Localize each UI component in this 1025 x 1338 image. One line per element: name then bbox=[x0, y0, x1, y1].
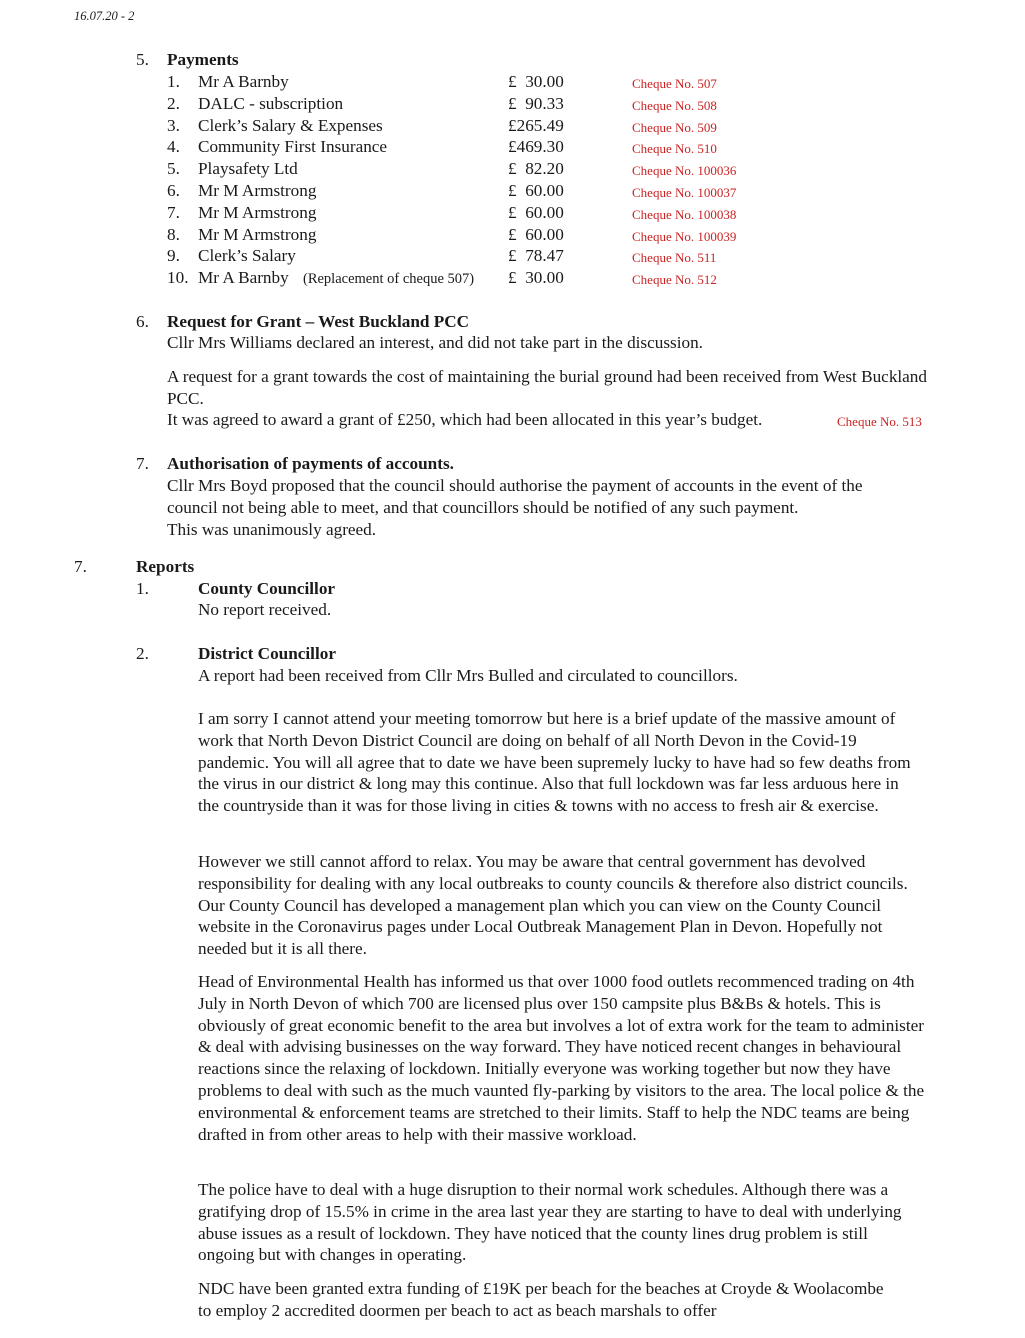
payment-payee: Mr M Armstrong bbox=[198, 181, 317, 200]
payment-number: 4. bbox=[167, 137, 180, 157]
district-report-paragraph-5: NDC have been granted extra funding of £19K per beach for the beaches at Croyde & Woolacombe to employ 2 accredited doormen per beach to act as beach marshals to offer bbox=[198, 1279, 884, 1320]
payment-number: 9. bbox=[167, 246, 180, 266]
payment-cheque-note: Cheque No. 100039 bbox=[632, 228, 737, 244]
payment-number: 8. bbox=[167, 224, 180, 244]
reports-number: 7. bbox=[74, 557, 87, 576]
payment-number: 5. bbox=[167, 159, 180, 179]
payment-number: 7. bbox=[167, 202, 180, 222]
payment-payee: Playsafety Ltd bbox=[198, 159, 298, 179]
payment-amount: £ 60.00 bbox=[508, 181, 564, 200]
payment-payee: Mr A Barnby bbox=[198, 268, 289, 288]
payment-cheque-note: Cheque No. 100036 bbox=[632, 163, 737, 179]
payment-cheque-note: Cheque No. 507 bbox=[632, 76, 717, 91]
authorisation-agreed-line: This was unanimously agreed. bbox=[167, 520, 377, 539]
payment-number: 10. bbox=[167, 268, 189, 288]
page-reference: 16.07.20 - 2 bbox=[74, 9, 135, 23]
payment-note: (Replacement of cheque 507) bbox=[303, 270, 475, 287]
payment-cheque-note: Cheque No. 100038 bbox=[632, 206, 737, 222]
payment-payee: Clerk’s Salary bbox=[198, 246, 296, 266]
payment-payee: Mr M Armstrong bbox=[198, 202, 317, 222]
payment-amount: £ 60.00 bbox=[508, 202, 564, 222]
payment-number: 6. bbox=[167, 181, 180, 200]
county-councillor-number: 1. bbox=[136, 579, 149, 598]
district-report-paragraph-2: However we still cannot afford to relax. You may be aware that central government has devolved responsibility for dealing with any local outbreaks to county councils & therefore also district councils. Our County Council has developed a management plan which you can view on the County Council website in the Coronavirus pages under Local Outbreak Management Plan in Devon. Hopefully not needed but it is all there. bbox=[198, 852, 908, 959]
authorisation-paragraph: Cllr Mrs Boyd proposed that the council should authorise the payment of accounts in the event of the council not being able to meet, and that councillors should be notified of any such payment. bbox=[167, 476, 863, 517]
authorisation-heading: Authorisation of payments of accounts. bbox=[167, 454, 454, 473]
payment-cheque-note: Cheque No. 100037 bbox=[632, 185, 737, 200]
payment-amount: £265.49 bbox=[508, 115, 564, 135]
district-councillor-intro: A report had been received from Cllr Mrs Bulled and circulated to councillors. bbox=[198, 666, 738, 685]
payment-amount: £ 30.00 bbox=[508, 268, 564, 288]
reports-heading: Reports bbox=[136, 557, 195, 576]
payment-cheque-note: Cheque No. 512 bbox=[632, 272, 717, 288]
grant-request-paragraph: A request for a grant towards the cost of maintaining the burial ground had been received from West Buckland PCC. bbox=[167, 367, 927, 408]
payment-number: 1. bbox=[167, 72, 180, 91]
payments-number: 5. bbox=[136, 50, 149, 69]
payment-amount: £ 30.00 bbox=[508, 72, 564, 91]
payment-cheque-note: Cheque No. 508 bbox=[632, 97, 717, 113]
district-report-paragraph-3: Head of Environmental Health has informed us that over 1000 food outlets recommenced trading on 4th July in North Devon of which 700 are licensed plus over 150 campsite plus B&Bs & hotels. This is obviously of great economic benefit to the area but involves a lot of extra work for the team to administer & deal with advising businesses on the way forward. They have noticed recent changes in behavioural reactions since the relaxing of lockdown. Initially everyone was working together but now they have problems to deal with such as the much vaunted fly-parking by visitors to the area. The local police & the environmental & enforcement teams are stretched to their limits. Staff to help the NDC teams are being drafted in from other areas to help with their massive workload. bbox=[198, 972, 925, 1144]
payment-cheque-note: Cheque No. 509 bbox=[632, 119, 717, 135]
payments-heading: Payments bbox=[167, 50, 239, 69]
district-councillor-number: 2. bbox=[136, 644, 149, 663]
payment-cheque-note: Cheque No. 510 bbox=[632, 141, 717, 157]
district-report-paragraph-4: The police have to deal with a huge disruption to their normal work schedules. Although there was a gratifying drop of 15.5% in crime in the area last year they are starting to have to deal with underlying abuse issues as a result of lockdown. They have noticed that the county lines drug problem is still ongoing but with changes in operating. bbox=[198, 1180, 902, 1265]
payment-payee: DALC - subscription bbox=[198, 93, 344, 113]
grant-cheque-note: Cheque No. 513 bbox=[837, 414, 922, 429]
grant-number: 6. bbox=[136, 312, 149, 331]
payment-payee: Mr M Armstrong bbox=[198, 224, 317, 244]
payment-amount: £ 78.47 bbox=[508, 246, 564, 266]
payment-amount: £ 90.33 bbox=[508, 93, 564, 113]
payment-number: 2. bbox=[167, 93, 180, 113]
payment-amount: £469.30 bbox=[508, 137, 564, 157]
grant-agreed-line: It was agreed to award a grant of £250, which had been allocated in this year’s budget. bbox=[167, 410, 763, 429]
payment-amount: £ 60.00 bbox=[508, 224, 564, 244]
payment-payee: Clerk’s Salary & Expenses bbox=[198, 115, 383, 135]
authorisation-number: 7. bbox=[136, 454, 149, 473]
county-councillor-heading: County Councillor bbox=[198, 579, 336, 598]
payment-amount: £ 82.20 bbox=[508, 159, 564, 179]
payment-number: 3. bbox=[167, 115, 180, 135]
district-councillor-heading: District Councillor bbox=[198, 644, 336, 663]
payment-payee: Mr A Barnby bbox=[198, 72, 289, 91]
county-councillor-text: No report received. bbox=[198, 600, 332, 619]
district-report-paragraph-1: I am sorry I cannot attend your meeting tomorrow but here is a brief update of the massive amount of work that North Devon District Council are doing on behalf of all North Devon in the Covid-19 pandemic. You will all agree that to date we have been supremely lucky to have had so few deaths from the virus in our district & long may this continue. Also that full lockdown was far less arduous here in the countryside than it was for those living in cities & towns with no access to fresh air & exercise. bbox=[198, 709, 911, 816]
grant-interest-line: Cllr Mrs Williams declared an interest, and did not take part in the discussion. bbox=[167, 333, 703, 352]
payment-cheque-note: Cheque No. 511 bbox=[632, 250, 717, 266]
payment-payee: Community First Insurance bbox=[198, 137, 388, 157]
grant-heading: Request for Grant – West Buckland PCC bbox=[167, 312, 470, 331]
